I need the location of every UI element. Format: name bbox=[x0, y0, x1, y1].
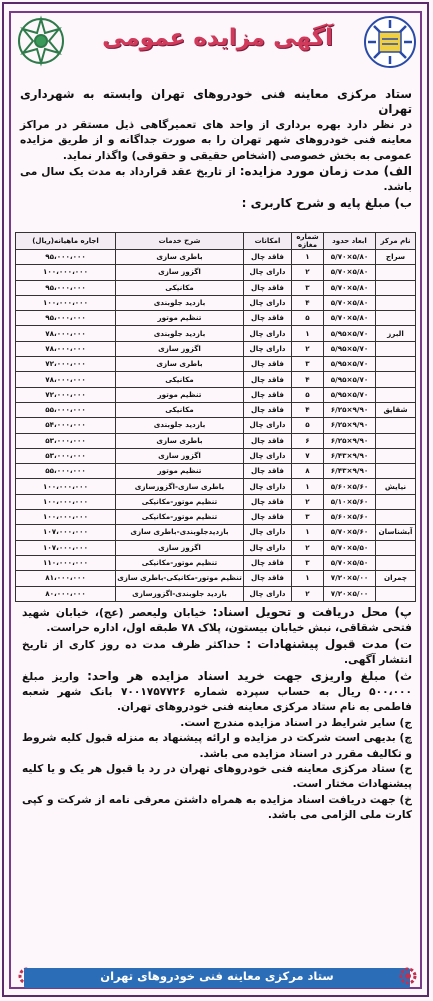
cell-rent: ۷۸،۰۰۰،۰۰۰ bbox=[16, 341, 116, 356]
cell-shop-number: ۱ bbox=[292, 326, 324, 341]
cell-center bbox=[376, 341, 416, 356]
cell-dimensions: ۵/۰۰×۷/۲۰ bbox=[324, 571, 376, 586]
cell-dimensions: ۵/۷۰×۵/۹۵ bbox=[324, 341, 376, 356]
cell-rent: ۹۵،۰۰۰،۰۰۰ bbox=[16, 280, 116, 295]
cell-center: نیایش bbox=[376, 479, 416, 494]
cell-center bbox=[376, 295, 416, 310]
cell-dimensions: ۵/۶۰×۵/۶۰ bbox=[324, 479, 376, 494]
table-row bbox=[16, 372, 416, 387]
cell-rent: ۷۲،۰۰۰،۰۰۰ bbox=[16, 357, 116, 372]
footer-text: ستاد مرکزی معاینه فنی خودروهای تهران bbox=[100, 969, 334, 983]
cell-services: مکانیکی bbox=[116, 402, 244, 417]
table-row bbox=[16, 510, 416, 525]
conditions-block bbox=[22, 605, 412, 824]
cell-facilities: دارای چال bbox=[244, 448, 292, 463]
section-t-label: ت) مدت قبول پیشنهادات : bbox=[246, 636, 412, 651]
cell-center bbox=[376, 387, 416, 402]
table-row bbox=[16, 418, 416, 433]
cell-rent: ۵۳،۰۰۰،۰۰۰ bbox=[16, 433, 116, 448]
cell-center: چمران bbox=[376, 571, 416, 586]
cell-services: تنظیم موتور bbox=[116, 464, 244, 479]
cell-facilities: فاقد چال bbox=[244, 571, 292, 586]
cell-shop-number: ۵ bbox=[292, 387, 324, 402]
cell-dimensions: ۵/۸۰×۵/۷۰ bbox=[324, 250, 376, 265]
cell-rent: ۵۳،۰۰۰،۰۰۰ bbox=[16, 448, 116, 463]
cell-facilities: دارای چال bbox=[244, 479, 292, 494]
cell-center bbox=[376, 494, 416, 509]
cell-rent: ۵۴،۰۰۰،۰۰۰ bbox=[16, 418, 116, 433]
footer-bar bbox=[24, 968, 410, 988]
cell-center bbox=[376, 433, 416, 448]
cell-rent: ۱۰۰،۰۰۰،۰۰۰ bbox=[16, 295, 116, 310]
section-a-text: از تاریخ عقد قرارداد به مدت یک سال می باشد. bbox=[20, 166, 412, 194]
cell-center bbox=[376, 510, 416, 525]
table-row bbox=[16, 555, 416, 570]
header-center: نام مرکز bbox=[376, 233, 416, 250]
table-row bbox=[16, 311, 416, 326]
cell-services: تنظیم موتور-مکانیکی-باطری سازی bbox=[116, 571, 244, 586]
cell-center: البرز bbox=[376, 326, 416, 341]
cell-shop-number: ۴ bbox=[292, 295, 324, 310]
cell-shop-number: ۵ bbox=[292, 311, 324, 326]
cell-services: تنظیم موتور-مکانیکی bbox=[116, 510, 244, 525]
section-th-label: ث) مبلغ واریزی جهت خرید اسناد مزایده هر واحد: bbox=[87, 668, 412, 683]
header-rent: اجاره ماهیانه(ریال) bbox=[16, 233, 116, 250]
section-th bbox=[22, 669, 412, 716]
cell-services: اگزوز سازی bbox=[116, 448, 244, 463]
cell-dimensions: ۵/۵۰×۵/۷۰ bbox=[324, 540, 376, 555]
cell-facilities: دارای چال bbox=[244, 525, 292, 540]
table-row bbox=[16, 387, 416, 402]
cell-services: اگزوز سازی bbox=[116, 265, 244, 280]
cell-rent: ۱۰۰،۰۰۰،۰۰۰ bbox=[16, 265, 116, 280]
cell-center: سراج bbox=[376, 250, 416, 265]
cell-shop-number: ۱ bbox=[292, 525, 324, 540]
cell-dimensions: ۹/۹۰×۶/۲۵ bbox=[324, 433, 376, 448]
cell-services: بازدیدجلوبندی-باطری سازی bbox=[116, 525, 244, 540]
cell-facilities: دارای چال bbox=[244, 540, 292, 555]
cell-rent: ۷۲،۰۰۰،۰۰۰ bbox=[16, 387, 116, 402]
intro-block bbox=[20, 87, 412, 211]
table-row bbox=[16, 341, 416, 356]
table-row bbox=[16, 540, 416, 555]
cell-shop-number: ۳ bbox=[292, 555, 324, 570]
cell-facilities: فاقد چال bbox=[244, 250, 292, 265]
cell-dimensions: ۵/۵۰×۵/۷۰ bbox=[324, 555, 376, 570]
table-row bbox=[16, 464, 416, 479]
cell-rent: ۱۰۷،۰۰۰،۰۰۰ bbox=[16, 540, 116, 555]
cell-center bbox=[376, 372, 416, 387]
section-kh: خ) جهت دریافت اسناد مزایده به همراه داشتن معرفی نامه از شرکت و کپی کارت ملی الزامی می باشد. bbox=[22, 793, 412, 822]
table-row bbox=[16, 494, 416, 509]
cell-services: بازدید جلوبندی bbox=[116, 326, 244, 341]
cell-center bbox=[376, 357, 416, 372]
cell-facilities: فاقد چال bbox=[244, 510, 292, 525]
cell-facilities: دارای چال bbox=[244, 295, 292, 310]
cell-services: مکانیکی bbox=[116, 372, 244, 387]
cell-dimensions: ۵/۸۰×۵/۷۰ bbox=[324, 265, 376, 280]
cell-facilities: دارای چال bbox=[244, 341, 292, 356]
section-ch: چ) بدیهی است شرکت در مزایده و ارائه پیشنهاد به منزله قبول کلیه شروط و تکالیف مقرر در اسناد مزایده می باشد. bbox=[22, 732, 412, 760]
section-a bbox=[20, 164, 412, 196]
cell-center: شقایق bbox=[376, 402, 416, 417]
cell-center: آبشناسان bbox=[376, 525, 416, 540]
table-row bbox=[16, 265, 416, 280]
cell-rent: ۱۰۰،۰۰۰،۰۰۰ bbox=[16, 494, 116, 509]
cell-facilities: فاقد چال bbox=[244, 402, 292, 417]
table-row bbox=[16, 295, 416, 310]
cell-services: اگزوز سازی bbox=[116, 540, 244, 555]
cell-services: باطری سازی bbox=[116, 433, 244, 448]
cell-shop-number: ۱ bbox=[292, 571, 324, 586]
cell-center bbox=[376, 265, 416, 280]
cell-facilities: فاقد چال bbox=[244, 357, 292, 372]
cell-shop-number: ۳ bbox=[292, 280, 324, 295]
cell-shop-number: ۱ bbox=[292, 250, 324, 265]
cell-dimensions: ۵/۶۰×۵/۱۰ bbox=[324, 494, 376, 509]
table-row bbox=[16, 525, 416, 540]
intro-text: در نظر دارد بهره برداری از واحد های تعمیرگاهی ذیل مستقر در مراکز معاینه فنی خودروهای شهر تهران را به صورت جداگانه و از طریق مزایده عمومی به بخش خصوصی (اشخاص حقیقی و حقوقی) واگذار نماید. bbox=[20, 118, 412, 162]
cell-dimensions: ۵/۷۰×۵/۹۵ bbox=[324, 357, 376, 372]
cell-center bbox=[376, 448, 416, 463]
cell-services: باطری سازی bbox=[116, 250, 244, 265]
cell-services: اگزوز سازی bbox=[116, 341, 244, 356]
cell-center bbox=[376, 311, 416, 326]
cell-shop-number: ۶ bbox=[292, 433, 324, 448]
cell-shop-number: ۲ bbox=[292, 265, 324, 280]
cell-center bbox=[376, 555, 416, 570]
auction-table bbox=[15, 232, 416, 602]
cell-services: مکانیکی bbox=[116, 280, 244, 295]
section-p-text: خیابان ولیعصر (عج)، خیابان شهید فتحی شقاقی، نبش خیابان بیستون، پلاک ۷۸ طبقه اول، اداره حراست. bbox=[22, 607, 412, 635]
cell-rent: ۹۵،۰۰۰،۰۰۰ bbox=[16, 250, 116, 265]
header-shop-number: شماره مغازه bbox=[292, 233, 324, 250]
table-row bbox=[16, 479, 416, 494]
section-j: ج) سایر شرایط در اسناد مزایده مندرج است. bbox=[180, 716, 412, 729]
cell-center bbox=[376, 540, 416, 555]
cell-shop-number: ۷ bbox=[292, 448, 324, 463]
section-b-label: ب) مبلغ پایه و شرح کاربری : bbox=[241, 195, 412, 210]
cell-shop-number: ۲ bbox=[292, 540, 324, 555]
cell-shop-number: ۱ bbox=[292, 479, 324, 494]
header-dimensions: ابعاد حدود bbox=[324, 233, 376, 250]
cell-services: تنظیم موتور bbox=[116, 387, 244, 402]
cell-rent: ۱۰۰،۰۰۰،۰۰۰ bbox=[16, 510, 116, 525]
cell-shop-number: ۴ bbox=[292, 372, 324, 387]
table-header-row bbox=[16, 233, 416, 250]
cell-facilities: فاقد چال bbox=[244, 372, 292, 387]
cell-dimensions: ۹/۹۰×۶/۴۳ bbox=[324, 464, 376, 479]
cell-rent: ۱۱۰،۰۰۰،۰۰۰ bbox=[16, 555, 116, 570]
cell-shop-number: ۸ bbox=[292, 464, 324, 479]
cell-shop-number: ۳ bbox=[292, 510, 324, 525]
cell-services: باطری سازی-اگزوزسازی bbox=[116, 479, 244, 494]
cell-dimensions: ۵/۷۰×۵/۹۵ bbox=[324, 326, 376, 341]
table-row bbox=[16, 250, 416, 265]
cell-services: تنظیم موتور-مکانیکی bbox=[116, 494, 244, 509]
cell-services: بازدید جلوبندی-اگزوزسازی bbox=[116, 586, 244, 601]
tehran-municipality-logo-icon bbox=[14, 14, 68, 68]
cell-facilities: فاقد چال bbox=[244, 555, 292, 570]
cell-services: تنظیم موتور-مکانیکی bbox=[116, 555, 244, 570]
cell-shop-number: ۵ bbox=[292, 418, 324, 433]
table-row bbox=[16, 433, 416, 448]
cell-dimensions: ۹/۹۰×۶/۲۵ bbox=[324, 418, 376, 433]
section-t-text: حداکثر ظرف مدت ده روز کاری از تاریخ انتشار آگهی. bbox=[22, 638, 412, 667]
header-facilities: امکانات bbox=[244, 233, 292, 250]
table-row bbox=[16, 402, 416, 417]
cell-shop-number: ۴ bbox=[292, 402, 324, 417]
cell-dimensions: ۹/۹۰×۶/۲۵ bbox=[324, 402, 376, 417]
cell-facilities: دارای چال bbox=[244, 326, 292, 341]
cell-shop-number: ۲ bbox=[292, 586, 324, 601]
cell-rent: ۹۵،۰۰۰،۰۰۰ bbox=[16, 311, 116, 326]
cell-rent: ۸۱،۰۰۰،۰۰۰ bbox=[16, 571, 116, 586]
cell-dimensions: ۵/۸۰×۵/۷۰ bbox=[324, 295, 376, 310]
cell-center bbox=[376, 418, 416, 433]
cell-services: باطری سازی bbox=[116, 357, 244, 372]
cell-rent: ۱۰۷،۰۰۰،۰۰۰ bbox=[16, 525, 116, 540]
cell-shop-number: ۲ bbox=[292, 494, 324, 509]
section-a-label: الف) مدت زمان مورد مزایده: bbox=[239, 164, 412, 179]
intro-heading: ستاد مرکزی معاینه فنی خودروهای تهران وابسته به شهرداری تهران bbox=[20, 87, 412, 117]
section-th-text: واریز مبلغ ۵۰۰،۰۰۰ ریال به حساب سپرده شماره ۷۰۰۱۷۵۷۷۲۶ بانک شهر شعبه فاطمی به نام ستاد مرکزی معاینه فنی خودروهای تهران. bbox=[22, 670, 412, 714]
ad-title: آگهی مزایده عمومی bbox=[102, 25, 333, 51]
cell-dimensions: ۵/۶۰×۵/۷۰ bbox=[324, 525, 376, 540]
section-h: ح) ستاد مرکزی معاینه فنی خودروهای تهران در رد یا قبول هر یک و یا کلیه پیشنهادات مختار است. bbox=[22, 763, 412, 791]
cell-shop-number: ۲ bbox=[292, 341, 324, 356]
cell-rent: ۱۰۰،۰۰۰،۰۰۰ bbox=[16, 479, 116, 494]
section-p bbox=[22, 605, 412, 637]
table-row bbox=[16, 326, 416, 341]
gear-icon bbox=[397, 965, 419, 987]
cell-rent: ۵۵،۰۰۰،۰۰۰ bbox=[16, 464, 116, 479]
cell-center bbox=[376, 464, 416, 479]
cell-facilities: دارای چال bbox=[244, 418, 292, 433]
cell-facilities: فاقد چال bbox=[244, 387, 292, 402]
cell-dimensions: ۵/۶۰×۵/۶۰ bbox=[324, 510, 376, 525]
table-row bbox=[16, 357, 416, 372]
cell-dimensions: ۵/۸۰×۵/۷۰ bbox=[324, 311, 376, 326]
cell-facilities: فاقد چال bbox=[244, 433, 292, 448]
table-row bbox=[16, 586, 416, 601]
cell-shop-number: ۳ bbox=[292, 357, 324, 372]
cell-services: تنظیم موتور bbox=[116, 311, 244, 326]
cell-facilities: فاقد چال bbox=[244, 280, 292, 295]
table-row bbox=[16, 571, 416, 586]
cell-rent: ۷۸،۰۰۰،۰۰۰ bbox=[16, 372, 116, 387]
cell-dimensions: ۵/۷۰×۵/۹۵ bbox=[324, 387, 376, 402]
table-row bbox=[16, 280, 416, 295]
cell-rent: ۷۸،۰۰۰،۰۰۰ bbox=[16, 326, 116, 341]
inspection-center-logo-icon bbox=[362, 14, 418, 70]
table-row bbox=[16, 448, 416, 463]
cell-facilities: فاقد چال bbox=[244, 494, 292, 509]
section-t bbox=[22, 637, 412, 669]
cell-dimensions: ۵/۷۰×۵/۹۵ bbox=[324, 372, 376, 387]
cell-services: بازدید جلوبندی bbox=[116, 295, 244, 310]
cell-dimensions: ۹/۹۰×۶/۴۳ bbox=[324, 448, 376, 463]
cell-dimensions: ۵/۸۰×۵/۷۰ bbox=[324, 280, 376, 295]
cell-dimensions: ۵/۰۰×۷/۲۰ bbox=[324, 586, 376, 601]
cell-center bbox=[376, 586, 416, 601]
cell-center bbox=[376, 280, 416, 295]
cell-facilities: دارای چال bbox=[244, 265, 292, 280]
cell-services: بازدید جلوبندی bbox=[116, 418, 244, 433]
cell-facilities: فاقد چال bbox=[244, 311, 292, 326]
cell-facilities: دارای چال bbox=[244, 586, 292, 601]
cell-rent: ۵۵،۰۰۰،۰۰۰ bbox=[16, 402, 116, 417]
cell-facilities: فاقد چال bbox=[244, 464, 292, 479]
cell-rent: ۸۰،۰۰۰،۰۰۰ bbox=[16, 586, 116, 601]
header-services: شرح خدمات bbox=[116, 233, 244, 250]
section-p-label: پ) محل دریافت و تحویل اسناد: bbox=[212, 605, 412, 619]
